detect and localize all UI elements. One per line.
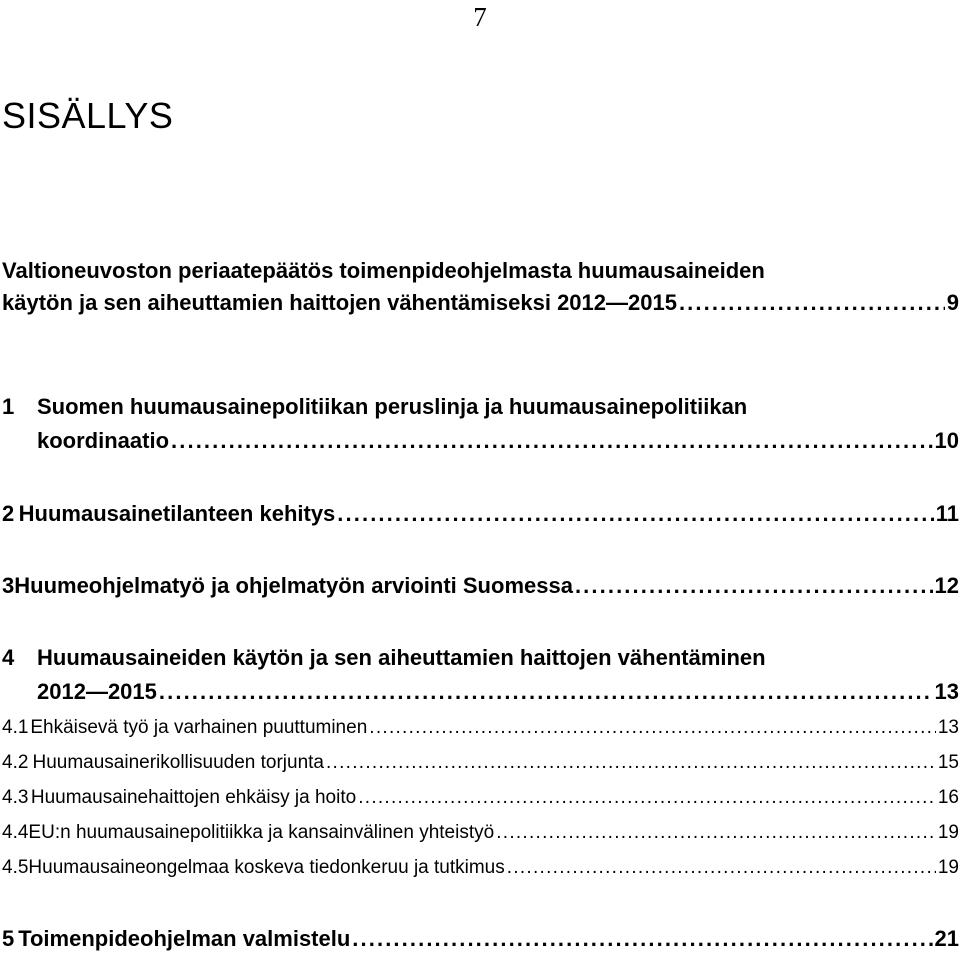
- toc-entry-2[interactable]: [2, 501, 959, 527]
- toc-page-number: 19: [937, 857, 959, 878]
- toc-entry-4[interactable]: [37, 679, 959, 705]
- toc-page-number: 13: [934, 679, 959, 704]
- toc-entry-1-line1: [2, 394, 747, 420]
- dot-leader: [171, 428, 933, 454]
- toc-entry-4-1[interactable]: [2, 717, 959, 739]
- toc-entry-3[interactable]: [2, 573, 959, 599]
- dot-leader: [358, 787, 936, 809]
- toc-entry-text: Huumeohjelmatyö ja ohjelmatyön arviointi Suomessa: [14, 573, 573, 598]
- page-title: SISÄLLYS: [2, 95, 174, 136]
- toc-entry-text: Huumausaineongelmaa koskeva tiedonkeruu ja tutkimus: [28, 857, 505, 878]
- toc-page-number: 12: [934, 573, 959, 598]
- toc-section-number: 4.3: [2, 787, 29, 808]
- dot-leader: [352, 926, 932, 952]
- toc-chapter-number: 3: [2, 573, 15, 598]
- dot-leader: [369, 717, 936, 739]
- toc-entry-text: Huumausainerikollisuuden torjunta: [32, 752, 324, 773]
- toc-section-number: 4.2: [2, 752, 29, 773]
- toc-page-number: 15: [937, 752, 959, 773]
- toc-page-number: 11: [935, 501, 959, 526]
- toc-entry-text: EU:n huumausainepolitiikka ja kansainvälinen yhteistyö: [28, 822, 495, 843]
- dot-leader: [159, 679, 933, 705]
- toc-entry-text: Ehkäisevä työ ja varhainen puuttuminen: [30, 717, 368, 738]
- dot-leader: [575, 573, 933, 599]
- toc-entry-text: Toimenpideohjelman valmistelu: [18, 926, 351, 951]
- toc-entry-4-line1: [2, 645, 766, 671]
- toc-entry-text: Huumausainehaittojen ehkäisy ja hoito: [30, 787, 357, 808]
- toc-entry-4-4[interactable]: [2, 822, 959, 844]
- toc-entry-intro[interactable]: [2, 290, 959, 316]
- toc-page-number: 13: [937, 717, 959, 738]
- toc-entry-4-5[interactable]: [2, 857, 959, 879]
- toc-entry-intro-line1: Valtioneuvoston periaatepäätös toimenpideohjelmasta huumausaineiden: [2, 258, 765, 283]
- dot-leader: [679, 290, 945, 316]
- toc-section-number: 4.1: [2, 717, 29, 738]
- toc-entry-text: Huumausainetilanteen kehitys: [18, 501, 336, 526]
- toc-page-number: 16: [937, 787, 959, 808]
- toc-entry-text: 2012—2015: [37, 679, 157, 704]
- toc-page-number: 10: [934, 428, 959, 453]
- toc-entry-text: Suomen huumausainepolitiikan peruslinja ja huumausainepolitiikan: [37, 394, 748, 419]
- toc-entry-5[interactable]: [2, 926, 959, 952]
- toc-entry-text: käytön ja sen aiheuttamien haittojen vähentämiseksi 2012—2015: [2, 290, 677, 315]
- toc-chapter-number: 4: [2, 645, 15, 670]
- toc-entry-1[interactable]: [37, 428, 959, 454]
- dot-leader: [337, 501, 933, 527]
- toc-entry-4-3[interactable]: [2, 787, 959, 809]
- toc-page-number: 9: [946, 290, 959, 315]
- dot-leader: [496, 822, 936, 844]
- toc-entry-text: Huumausaineiden käytön ja sen aiheuttamien haittojen vähentäminen: [37, 645, 766, 670]
- toc-chapter-number: 1: [2, 394, 15, 419]
- dot-leader: [507, 857, 936, 879]
- toc-section-number: 4.5: [2, 857, 29, 878]
- page-number: 7: [473, 2, 487, 32]
- toc-section-number: 4.4: [2, 822, 29, 843]
- toc-entry-text: koordinaatio: [37, 428, 170, 453]
- toc-page-number: 21: [934, 926, 959, 951]
- toc-chapter-number: 2: [2, 501, 15, 526]
- toc-entry-4-2[interactable]: [2, 752, 959, 774]
- toc-page-number: 19: [937, 822, 959, 843]
- toc-chapter-number: 5: [2, 926, 15, 951]
- dot-leader: [326, 752, 936, 774]
